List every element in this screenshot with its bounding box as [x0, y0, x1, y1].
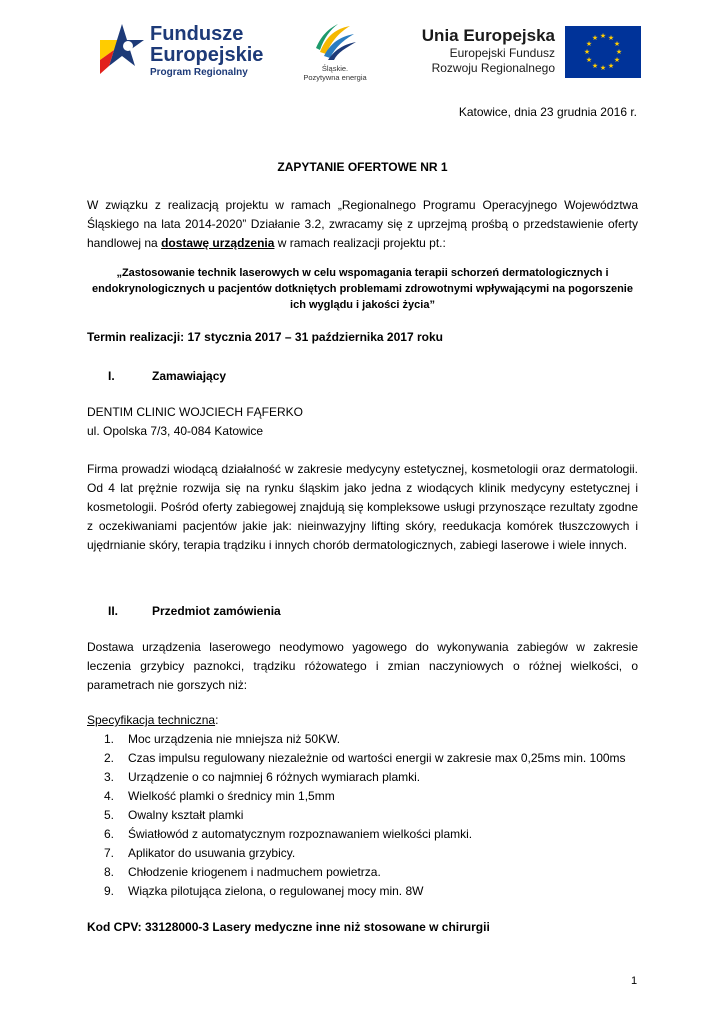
section-title: Zamawiający [152, 369, 227, 383]
section-number: II. [108, 604, 119, 618]
section-heading-ordering-party [108, 369, 226, 383]
slaskie-line2: Pozytywna energia [303, 73, 367, 82]
svg-text:★: ★ [591, 62, 599, 70]
spec-item-number: 7. [104, 846, 115, 860]
ue-logo-line1: Unia Europejska [421, 26, 555, 45]
svg-text:★: ★ [583, 48, 591, 56]
fe-logo-line2: Europejskie [150, 44, 264, 66]
spec-item-number: 4. [104, 789, 115, 803]
spec-item-text: Aplikator do usuwania grzybicy. [128, 846, 296, 860]
fe-star-icon [98, 16, 148, 82]
spec-item-text: Urządzenie o co najmniej 6 różnych wymiarach plamki. [128, 770, 421, 784]
spec-list [104, 730, 626, 901]
spec-item-number: 6. [104, 827, 115, 841]
spec-item [104, 844, 626, 863]
spec-item-text: Czas impulsu regulowany niezależnie od wartości energii w zakresie max 0,25ms min. 100ms [128, 751, 626, 765]
section-title: Przedmiot zamówienia [152, 604, 281, 618]
eu-flag-icon [565, 26, 641, 78]
spec-item-number: 5. [104, 808, 115, 822]
section-number: I. [108, 369, 115, 383]
spec-item [104, 749, 626, 768]
fe-logo-line1: Fundusze [150, 23, 244, 45]
company-name: DENTIM CLINIC WOJCIECH FĄFERKO [87, 405, 304, 419]
fundusze-europejskie-logo [98, 16, 268, 84]
svg-text:★: ★ [591, 34, 599, 42]
order-description: Dostawa urządzenia laserowego neodymowo yagowego do wykonywania zabiegów w zakresie leczenia grzybicy paznokci, trądziku różowatego i zmian naczyniowych o różnej wielkości, o parametrach nie gorszych niż: [87, 640, 638, 692]
fe-logo-line3: Program Regionalny [150, 67, 248, 78]
cpv-code: Kod CPV: 33128000-3 Lasery medyczne inne niż stosowane w chirurgii [87, 920, 490, 934]
intro-text-before: W związku z realizacją projektu w ramach „Regionalnego Programu Operacyjnego Województwa Śląskiego na lata 2014-2020” Działanie 3.2, zwracamy się z uprzejmą prośbą o przedstawienie oferty handlowej na [87, 198, 638, 250]
company-address: ul. Opolska 7/3, 40-084 Katowice [87, 424, 264, 438]
spec-item [104, 863, 626, 882]
spec-item-text: Wielkość plamki o średnicy min 1,5mm [128, 789, 335, 803]
spec-item-text: Światłowód z automatycznym rozpoznawaniem wielkości plamki. [128, 827, 473, 841]
document-date: Katowice, dnia 23 grudnia 2016 r. [458, 105, 637, 119]
slaskie-line1: Śląskie. [321, 64, 349, 73]
spec-item-number: 8. [104, 865, 115, 879]
ue-logo-line3: Rozwoju Regionalnego [431, 61, 555, 75]
page-number: 1 [631, 975, 638, 987]
svg-text:★: ★ [585, 40, 593, 48]
company-description: Firma prowadzi wiodącą działalność w zakresie medycyny estetycznej, kosmetologii oraz dermatologii. Od 4 lat prężnie rozwija się na rynku śląskim jako jedna z wiodących klinik medycyny estetycznej i kosmetologii. Pośród oferty zabiegowej znajdują się kompleksowe usługi przynoszące rezultaty zgodne z oczekiwaniami pacjentów jakie jak: nieinwazyjny lifting skóry, reedukacja komórek tłuszczowych i ujędrnianie skóry, terapia trądziku i innych chorób dermatologicznych, zabiegi laserowe i wiele innych. [87, 462, 638, 552]
spec-item-number: 1. [104, 732, 115, 746]
svg-text:★: ★ [599, 64, 607, 72]
svg-text:★: ★ [607, 34, 615, 42]
intro-text-after: w ramach realizacji projektu pt.: [274, 236, 446, 250]
intro-emphasis: dostawę urządzenia [161, 236, 275, 250]
spec-item-text: Chłodzenie kriogenem i nadmuchem powietrza. [128, 865, 381, 879]
svg-text:★: ★ [615, 48, 623, 56]
spec-item-number: 9. [104, 884, 115, 898]
intro-paragraph [87, 196, 638, 253]
spec-item [104, 787, 626, 806]
spec-item [104, 806, 626, 825]
spec-item-number: 3. [104, 770, 115, 784]
svg-text:★: ★ [599, 32, 607, 40]
project-title: „Zastosowanie technik laserowych w celu wspomagania terapii schorzeń dermatologicznych i endokrynologicznych u pacjentów dotkniętych problemami zdrowotnymi wpływającymi na pogorszenie ich wyglądu i jakości życia” [92, 267, 633, 311]
svg-text:★: ★ [613, 56, 621, 64]
spec-item-text: Wiązka pilotująca zielona, o regulowanej mocy min. 8W [128, 884, 424, 898]
spec-heading [87, 713, 218, 727]
svg-text:★: ★ [585, 56, 593, 64]
slaskie-wave-icon [300, 22, 370, 62]
spec-heading-colon: : [215, 713, 219, 727]
spec-item-text: Moc urządzenia nie mniejsza niż 50KW. [128, 732, 341, 746]
unia-europejska-logo [410, 26, 640, 80]
spec-item [104, 825, 626, 844]
spec-item [104, 730, 626, 749]
svg-text:★: ★ [607, 62, 615, 70]
document-title: ZAPYTANIE OFERTOWE NR 1 [277, 160, 448, 174]
ue-logo-line2: Europejski Fundusz [449, 46, 555, 60]
spec-item-number: 2. [104, 751, 115, 765]
spec-heading-text: Specyfikacja techniczna [87, 713, 216, 727]
realization-term: Termin realizacji: 17 stycznia 2017 – 31 października 2017 roku [87, 330, 443, 344]
slaskie-logo [300, 22, 370, 82]
spec-item-text: Owalny kształt plamki [128, 808, 244, 822]
svg-text:★: ★ [613, 40, 621, 48]
section-heading-subject [108, 604, 281, 618]
spec-item [104, 768, 626, 787]
spec-item [104, 882, 626, 901]
